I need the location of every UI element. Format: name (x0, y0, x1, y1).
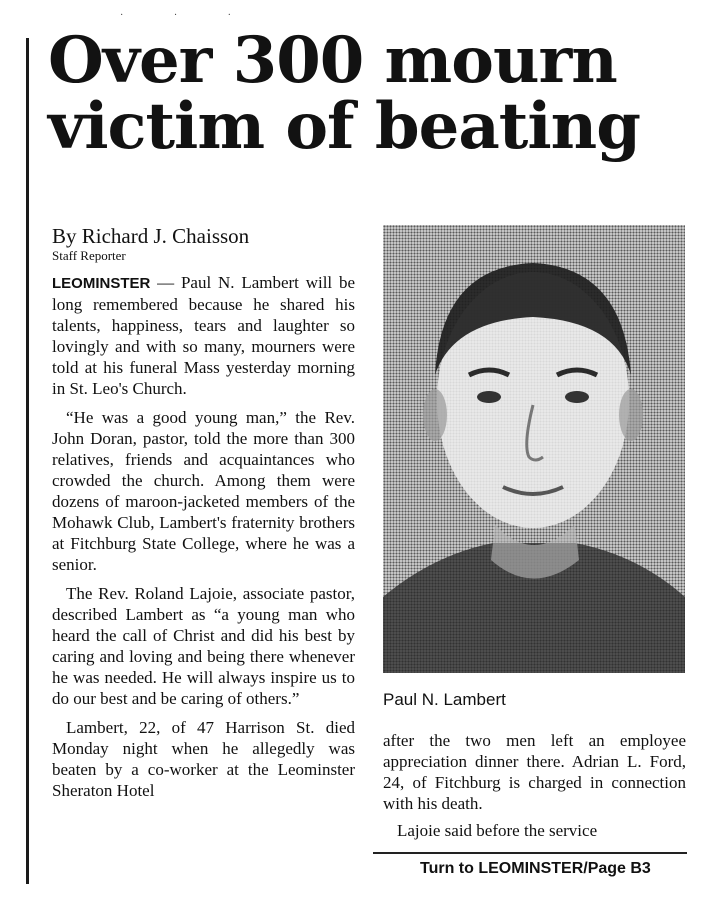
jump-rule (373, 852, 687, 854)
article-paragraph-6: Lajoie said before the service (397, 821, 598, 840)
dateline: LEOMINSTER (52, 275, 151, 292)
portrait-illustration (383, 225, 685, 673)
jump-line: Turn to LEOMINSTER/Page B3 (420, 860, 651, 877)
article-paragraph-5: after the two men left an employee appreciation dinner there. Adrian L. Ford, 24, of Fitchburg is charged in connection with his death. (383, 731, 686, 813)
byline-name: By Richard J. Chaisson (52, 224, 250, 248)
article-paragraph-3: The Rev. Roland Lajoie, associate pastor, described Lambert as “a young man who heard the call of Christ and did his best by caring and loving and being there whenever he was needed. He will always inspire us to do our best and be caring of others.” (52, 584, 355, 708)
article-paragraph-2: “He was a good young man,” the Rev. John Doran, pastor, told the more than 300 relatives, friends and acquaintances who crowded the church. Among them were dozens of maroon-jacketed members of the Mohawk Club, Lambert's fraternity brothers at Fitchburg State College, where he was a senior. (52, 408, 355, 574)
article-column-right (383, 730, 686, 847)
headline-line-1: Over 300 mourn (48, 23, 617, 98)
article-column-left (52, 272, 355, 809)
headline (48, 23, 688, 164)
column-rule (26, 38, 29, 884)
paragraph-1-text: — Paul N. Lambert will be long remembered because he shared his talents, happiness, tears and laughter so lovingly and with so many, mourners were told at his funeral Mass yesterday morning in St. Leo's Church. (52, 273, 356, 398)
print-specks: · · · (120, 10, 255, 21)
article-paragraph-1 (52, 272, 355, 399)
byline-role: Staff Reporter (52, 248, 126, 263)
portrait-photo (383, 225, 685, 673)
photo-caption: Paul N. Lambert (383, 690, 506, 709)
headline-line-2: victim of beating (48, 89, 640, 164)
article-paragraph-4: Lambert, 22, of 47 Harrison St. died Monday night when he allegedly was beaten by a co-worker at the Leominster Sheraton Hotel (52, 718, 355, 800)
